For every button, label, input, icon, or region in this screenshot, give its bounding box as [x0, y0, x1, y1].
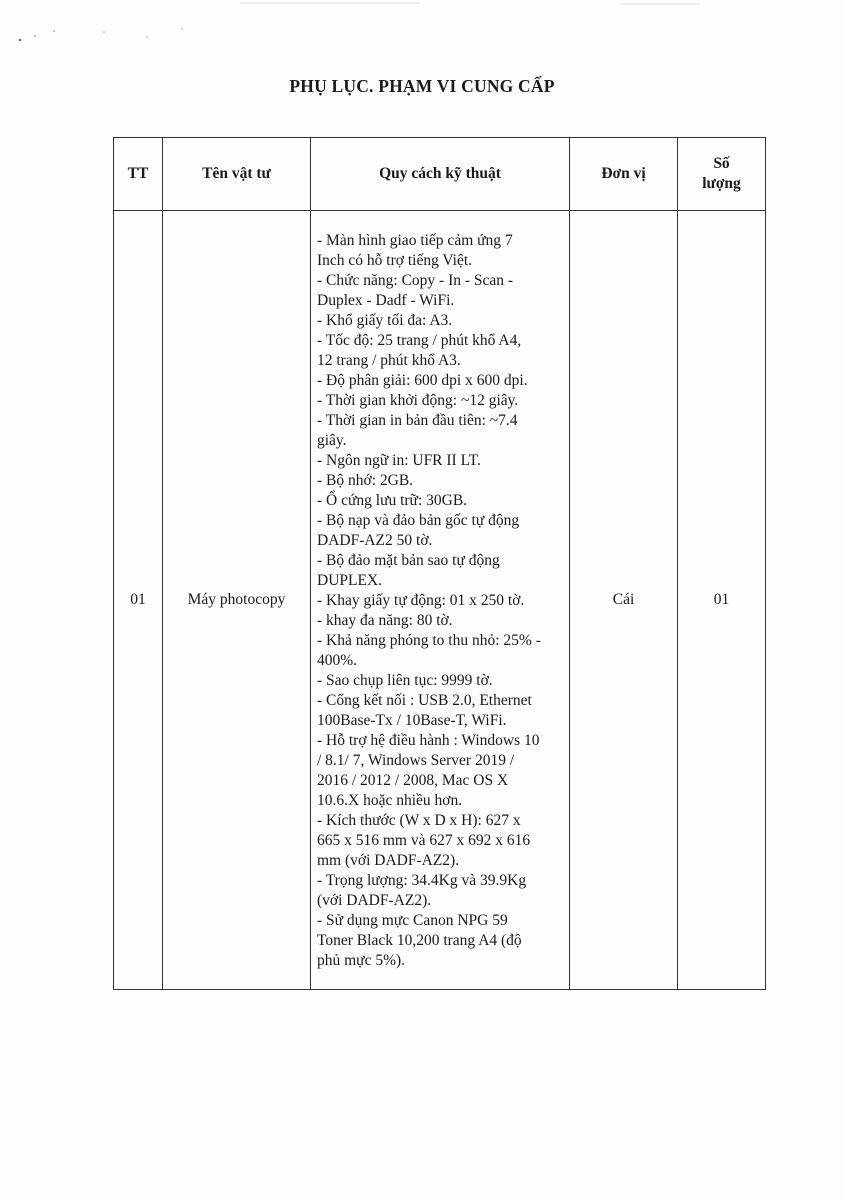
- spec-line: Inch có hỗ trợ tiếng Việt.: [317, 252, 473, 269]
- spec-line: 665 x 516 mm và 627 x 692 x 616: [317, 832, 531, 849]
- spec-line: - Độ phân giải: 600 dpi x 600 dpi.: [317, 372, 528, 389]
- supply-scope-table: [113, 137, 766, 990]
- spec-line: - Chức năng: Copy - In - Scan -: [317, 272, 514, 289]
- spec-line: - Sử dụng mực Canon NPG 59: [317, 912, 508, 929]
- spec-line: Toner Black 10,200 trang A4 (độ: [317, 932, 522, 949]
- spec-line: - Bộ nạp và đảo bản gốc tự động: [317, 512, 520, 529]
- spec-line: DUPLEX.: [317, 572, 383, 589]
- spec-line: phủ mực 5%).: [317, 952, 406, 969]
- spec-line: - Kích thước (W x D x H): 627 x: [317, 812, 521, 829]
- spec-line: - Khay giấy tự động: 01 x 250 tờ.: [317, 592, 525, 609]
- header-quantity-line1: Số: [713, 155, 730, 172]
- cell-technical-spec: [311, 211, 570, 990]
- spec-line: - Sao chụp liên tục: 9999 tờ.: [317, 672, 493, 689]
- spec-line: 12 trang / phút khổ A3.: [317, 352, 461, 369]
- table-row: [114, 211, 766, 990]
- spec-line: - Bộ đảo mặt bản sao tự động: [317, 552, 500, 569]
- spec-line: giây.: [317, 432, 347, 449]
- spec-line: / 8.1/ 7, Windows Server 2019 /: [317, 752, 515, 769]
- cell-unit: Cái: [570, 211, 678, 990]
- cell-quantity: 01: [678, 211, 766, 990]
- spec-line: 400%.: [317, 652, 358, 669]
- spec-line: 2016 / 2012 / 2008, Mac OS X: [317, 772, 509, 789]
- spec-line: - khay đa năng: 80 tờ.: [317, 612, 453, 629]
- spec-line: 10.6.X hoặc nhiều hơn.: [317, 792, 463, 809]
- spec-line: mm (với DADF-AZ2).: [317, 852, 460, 869]
- spec-line: - Ổ cứng lưu trữ: 30GB.: [317, 492, 468, 509]
- spec-line: - Cổng kết nối : USB 2.0, Ethernet: [317, 692, 532, 709]
- header-unit: Đơn vị: [570, 138, 678, 211]
- table-header-row: [114, 138, 766, 211]
- cell-tt: 01: [114, 211, 163, 990]
- header-quantity: [678, 138, 766, 211]
- spec-line: - Màn hình giao tiếp cảm ứng 7: [317, 232, 513, 249]
- spec-line: - Bộ nhớ: 2GB.: [317, 472, 414, 489]
- spec-line: - Khổ giấy tối đa: A3.: [317, 312, 453, 329]
- header-technical-spec: Quy cách kỹ thuật: [311, 138, 570, 211]
- spec-line: 100Base-Tx / 10Base-T, WiFi.: [317, 712, 507, 729]
- spec-line: DADF-AZ2 50 tờ.: [317, 532, 433, 549]
- spec-line: - Trọng lượng: 34.4Kg và 39.9Kg: [317, 872, 527, 889]
- header-tt: TT: [114, 138, 163, 211]
- spec-line: Duplex - Dadf - WiFi.: [317, 292, 455, 309]
- scan-artifact-dots: [0, 0, 844, 60]
- spec-line: - Khả năng phóng to thu nhỏ: 25% -: [317, 632, 541, 649]
- spec-line: - Tốc độ: 25 trang / phút khổ A4,: [317, 332, 522, 349]
- spec-line: - Ngôn ngữ in: UFR II LT.: [317, 452, 481, 469]
- header-item-name: Tên vật tư: [163, 138, 311, 211]
- header-quantity-line2: lượng: [702, 175, 741, 192]
- cell-item-name: Máy photocopy: [163, 211, 311, 990]
- page-title: PHỤ LỤC. PHẠM VI CUNG CẤP: [289, 76, 555, 96]
- spec-line: - Thời gian in bản đầu tiên: ~7.4: [317, 412, 518, 429]
- spec-line: (với DADF-AZ2).: [317, 892, 432, 909]
- spec-line: - Thời gian khởi động: ~12 giây.: [317, 392, 519, 409]
- spec-line: - Hỗ trợ hệ điều hành : Windows 10: [317, 732, 540, 749]
